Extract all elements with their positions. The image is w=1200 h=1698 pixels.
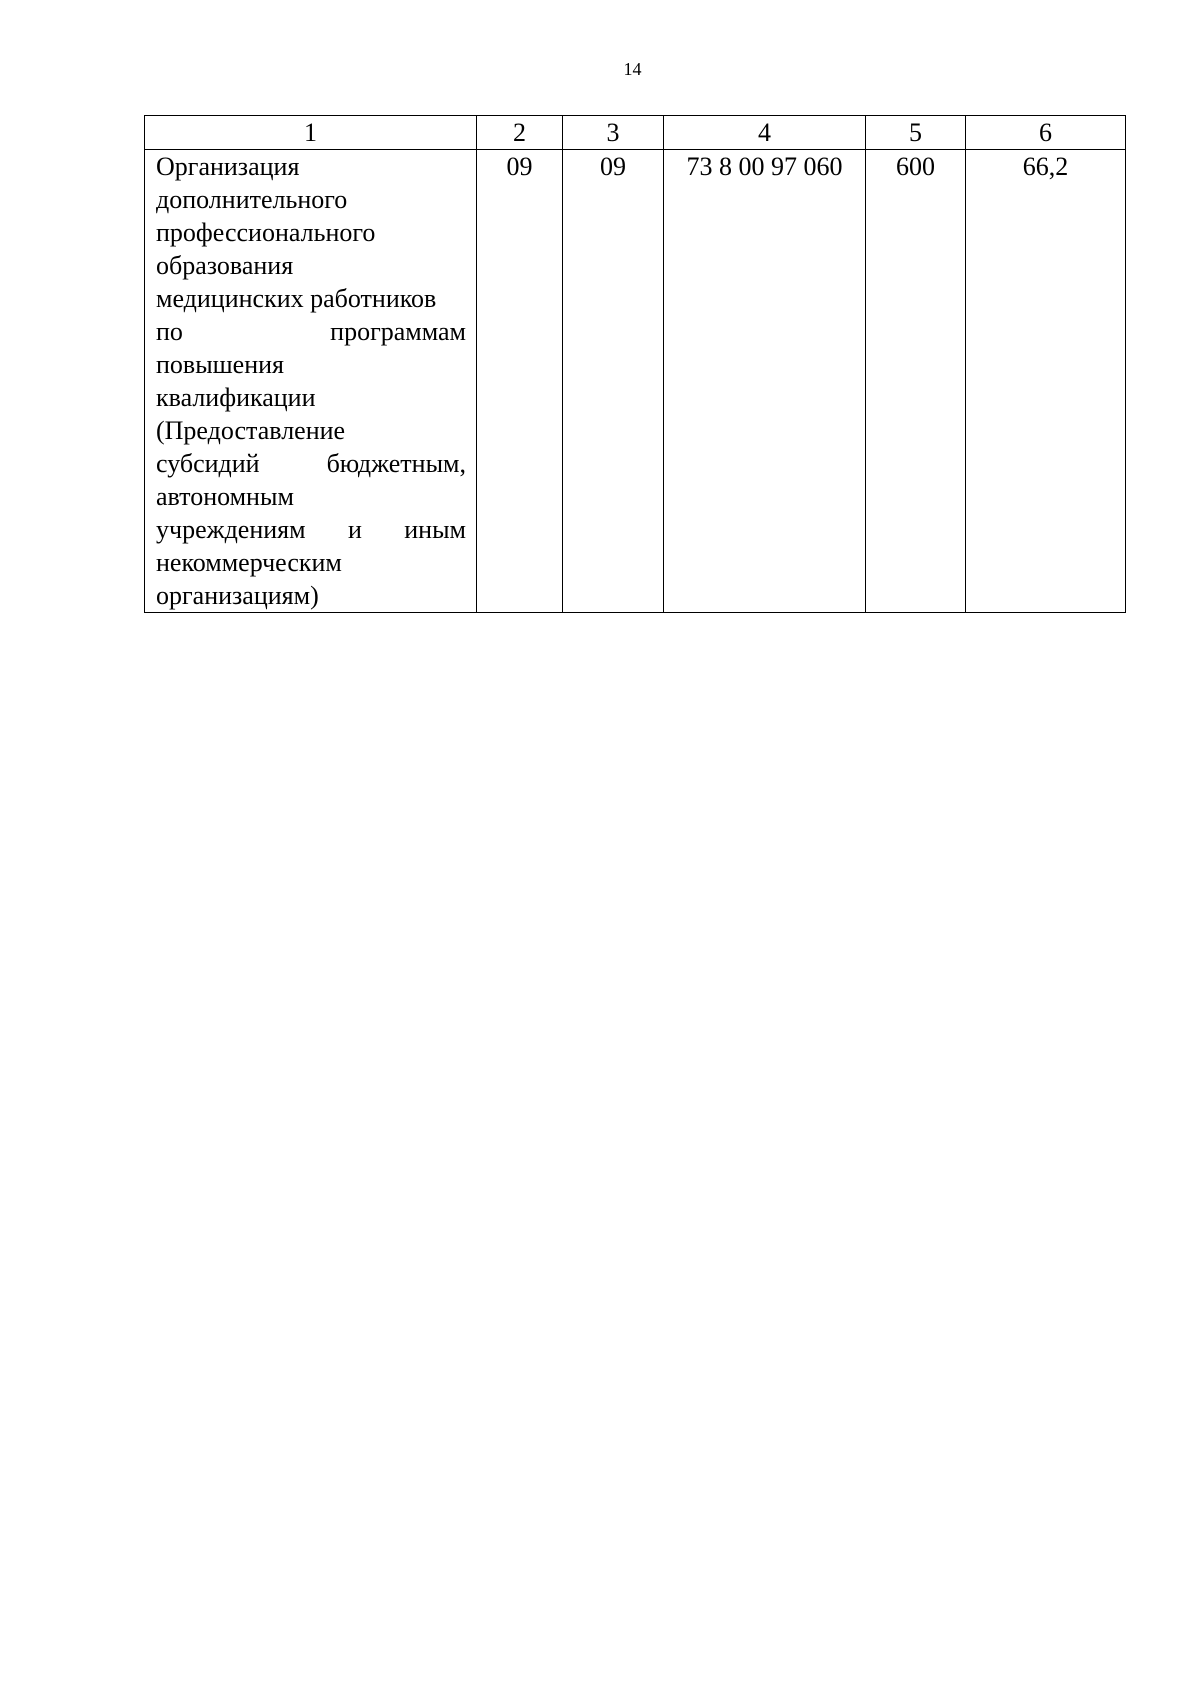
column-header-5: 5 bbox=[866, 116, 966, 150]
column-header-6: 6 bbox=[966, 116, 1126, 150]
column-header-3: 3 bbox=[563, 116, 664, 150]
row-name-line: организациям) bbox=[156, 581, 319, 610]
row-name-line: (Предоставление bbox=[156, 416, 346, 445]
row-name-cell bbox=[145, 150, 477, 613]
row-subsection-cell: 09 bbox=[563, 150, 664, 613]
row-name-line: медицинских работников bbox=[156, 284, 437, 313]
row-name-line: квалификации bbox=[156, 383, 316, 412]
column-header-1: 1 bbox=[145, 116, 477, 150]
row-expense-type-cell: 600 bbox=[866, 150, 966, 613]
page-number: 14 bbox=[623, 59, 642, 79]
row-name-line: субсидий бюджетным, bbox=[156, 449, 466, 478]
row-name-line: учреждениям и иным bbox=[156, 515, 466, 544]
row-name-line: профессионального bbox=[156, 218, 376, 247]
column-header-4: 4 bbox=[664, 116, 866, 150]
row-name-line: некоммерческим bbox=[156, 548, 342, 577]
row-name-line: дополнительного bbox=[156, 185, 348, 214]
row-name-line: по программам bbox=[156, 317, 466, 346]
row-name-line: автономным bbox=[156, 482, 294, 511]
table-row bbox=[145, 150, 1126, 613]
budget-table bbox=[144, 115, 1126, 613]
row-name-line: образования bbox=[156, 251, 294, 280]
row-target-article-cell: 73 8 00 97 060 bbox=[664, 150, 866, 613]
row-amount-cell: 66,2 bbox=[966, 150, 1126, 613]
row-section-cell: 09 bbox=[477, 150, 563, 613]
table-header-row bbox=[145, 116, 1126, 150]
column-header-2: 2 bbox=[477, 116, 563, 150]
row-name-line: повышения bbox=[156, 350, 285, 379]
row-name-line: Организация bbox=[156, 152, 300, 181]
